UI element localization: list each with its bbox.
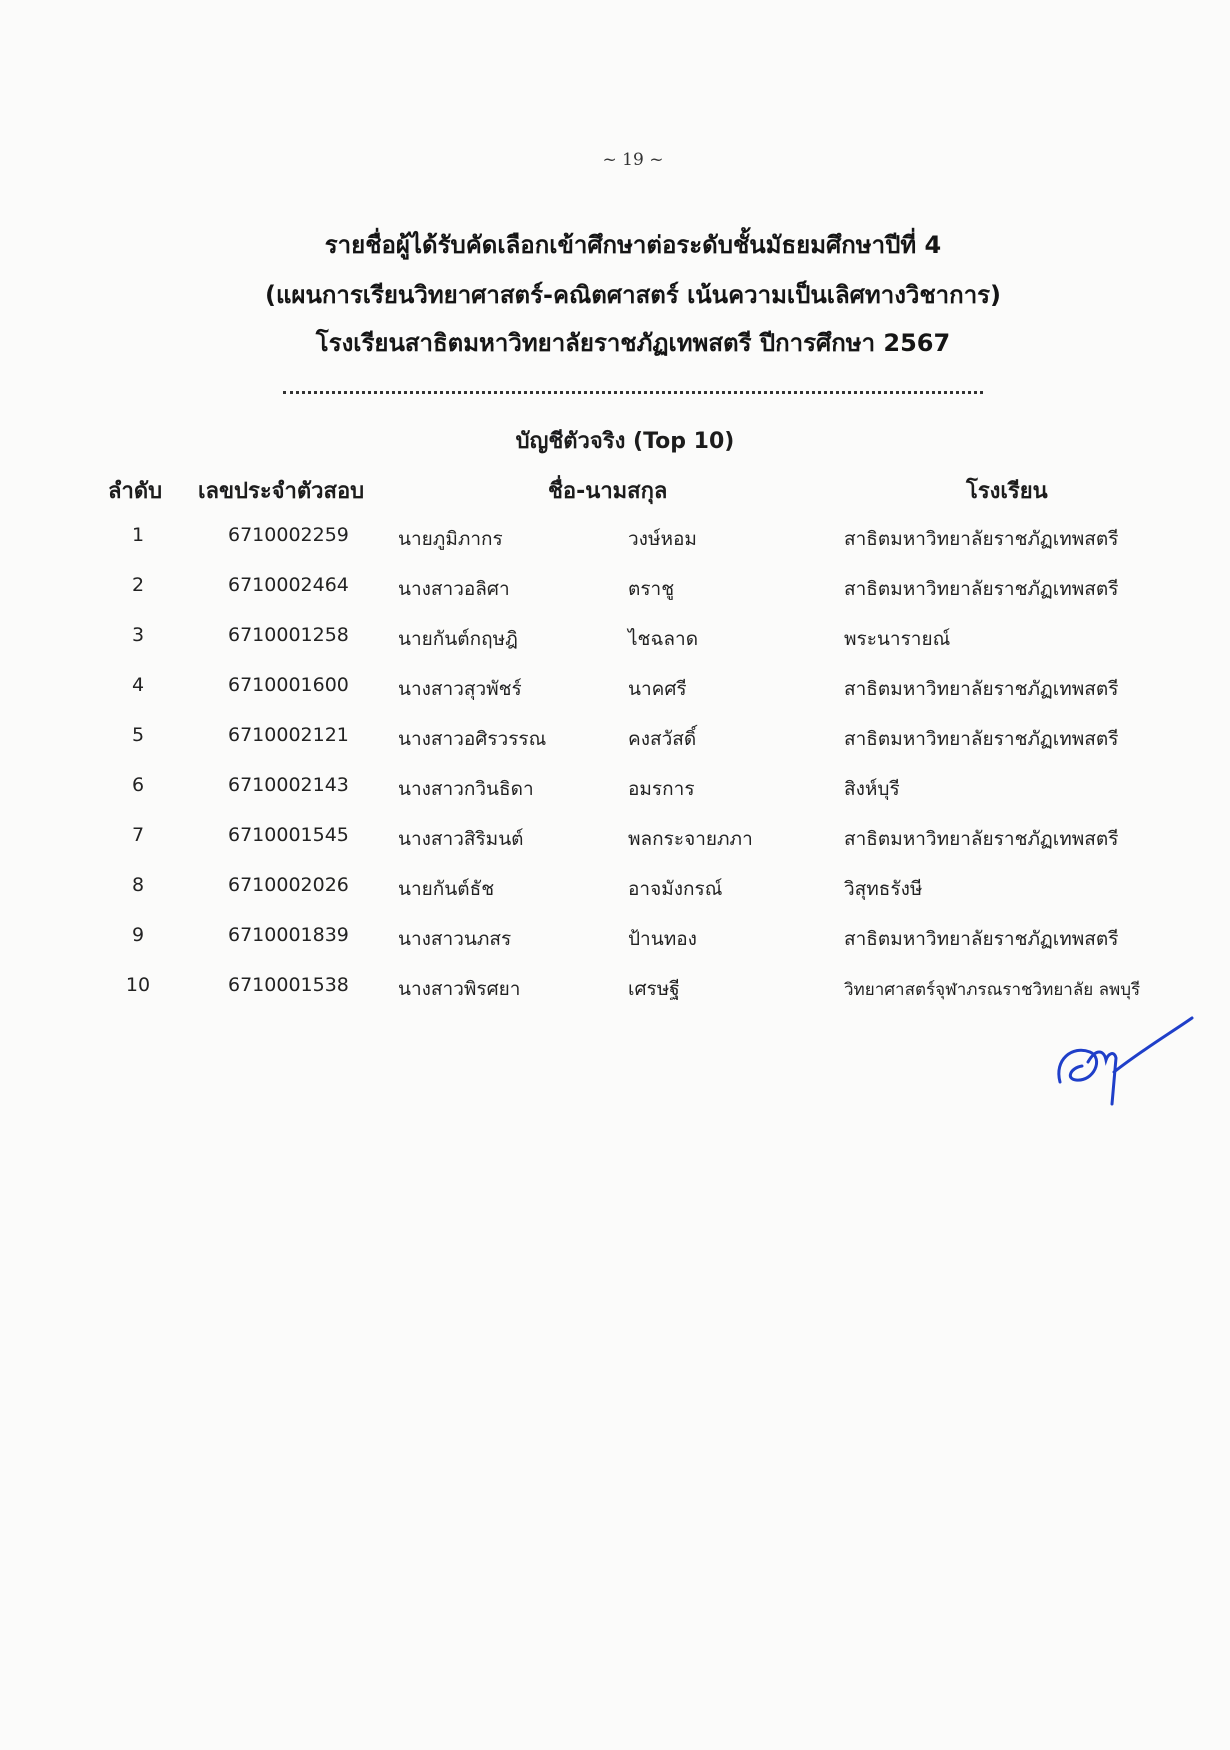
exam-id-cell: 6710002026 [228, 874, 349, 896]
table-row [0, 824, 1230, 864]
school-cell: สาธิตมหาวิทยาลัยราชภัฏเทพสตรี [844, 678, 1119, 700]
page-number: ~ 19 ~ [602, 150, 664, 170]
document-title-line-3: โรงเรียนสาธิตมหาวิทยาลัยราชภัฏเทพสตรี ปีการศึกษา 2567 [315, 329, 951, 357]
order-cell: 8 [131, 874, 145, 896]
last-name-cell: พลกระจายภภา [628, 828, 753, 850]
last-name-cell: นาคศรี [628, 678, 687, 700]
order-cell: 2 [131, 574, 145, 596]
table-row [0, 924, 1230, 964]
document-title-line-2: (แผนการเรียนวิทยาศาสตร์-คณิตศาสตร์ เน้นความเป็นเลิศทางวิชาการ) [264, 281, 1002, 309]
order-cell: 6 [131, 774, 145, 796]
dotted-divider [283, 391, 983, 394]
order-cell: 9 [131, 924, 145, 946]
order-cell: 5 [131, 724, 145, 746]
exam-id-cell: 6710002464 [228, 574, 349, 596]
handwritten-signature [1052, 1010, 1202, 1110]
table-row [0, 874, 1230, 914]
exam-id-cell: 6710002143 [228, 774, 349, 796]
exam-id-cell: 6710001839 [228, 924, 349, 946]
table-header-school: โรงเรียน [966, 479, 1048, 504]
first-name-cell: นางสาวนภสร [398, 928, 512, 950]
exam-id-cell: 6710001545 [228, 824, 349, 846]
school-cell: วิสุทธรังษี [844, 878, 923, 900]
last-name-cell: เศรษฐี [628, 978, 680, 1000]
exam-id-cell: 6710001600 [228, 674, 349, 696]
first-name-cell: นางสาวอลิศา [398, 578, 510, 600]
school-cell: สาธิตมหาวิทยาลัยราชภัฏเทพสตรี [844, 578, 1119, 600]
school-cell: สาธิตมหาวิทยาลัยราชภัฏเทพสตรี [844, 728, 1119, 750]
order-cell: 4 [131, 674, 145, 696]
first-name-cell: นางสาวสุวพัชร์ [398, 678, 522, 700]
table-row [0, 524, 1230, 564]
table-row [0, 624, 1230, 664]
table-header-name: ชื่อ-นามสกุล [548, 479, 668, 504]
first-name-cell: นายกันต์ธัช [398, 878, 495, 900]
exam-id-cell: 6710002121 [228, 724, 349, 746]
school-cell: พระนารายณ์ [844, 628, 951, 650]
last-name-cell: วงษ์หอม [628, 528, 697, 550]
table-row [0, 774, 1230, 814]
school-cell: สาธิตมหาวิทยาลัยราชภัฏเทพสตรี [844, 828, 1119, 850]
last-name-cell: ป้านทอง [628, 928, 697, 950]
table-row [0, 674, 1230, 714]
table-header-order: ลำดับ [108, 479, 163, 504]
first-name-cell: นายกันต์กฤษฎิ [398, 628, 518, 650]
list-subtitle: บัญชีตัวจริง (Top 10) [515, 429, 735, 454]
table-header-exam-id: เลขประจำตัวสอบ [198, 479, 365, 504]
first-name-cell: นางสาวอศิรวรรณ [398, 728, 547, 750]
school-cell: วิทยาศาสตร์จุฬาภรณราชวิทยาลัย ลพบุรี [844, 980, 1141, 1000]
order-cell: 1 [131, 524, 145, 546]
table-row [0, 974, 1230, 1014]
last-name-cell: ไชฉลาด [628, 628, 699, 650]
last-name-cell: ตราชู [628, 578, 675, 600]
last-name-cell: คงสวัสดิ์ [628, 728, 697, 750]
document-title-line-1: รายชื่อผู้ได้รับคัดเลือกเข้าศึกษาต่อระดับชั้นมัธยมศึกษาปีที่ 4 [324, 231, 942, 259]
table-row [0, 724, 1230, 764]
first-name-cell: นางสาวสิริมนต์ [398, 828, 524, 850]
exam-id-cell: 6710001538 [228, 974, 349, 996]
order-cell: 10 [125, 974, 151, 996]
first-name-cell: นางสาวกวินธิดา [398, 778, 534, 800]
first-name-cell: นายภูมิภากร [398, 528, 503, 550]
school-cell: สิงห์บุรี [844, 778, 900, 800]
last-name-cell: อมรการ [628, 778, 695, 800]
school-cell: สาธิตมหาวิทยาลัยราชภัฏเทพสตรี [844, 528, 1119, 550]
table-row [0, 574, 1230, 614]
order-cell: 7 [131, 824, 145, 846]
last-name-cell: อาจมังกรณ์ [628, 878, 723, 900]
school-cell: สาธิตมหาวิทยาลัยราชภัฏเทพสตรี [844, 928, 1119, 950]
first-name-cell: นางสาวพิรศยา [398, 978, 521, 1000]
exam-id-cell: 6710001258 [228, 624, 349, 646]
order-cell: 3 [131, 624, 145, 646]
exam-id-cell: 6710002259 [228, 524, 349, 546]
